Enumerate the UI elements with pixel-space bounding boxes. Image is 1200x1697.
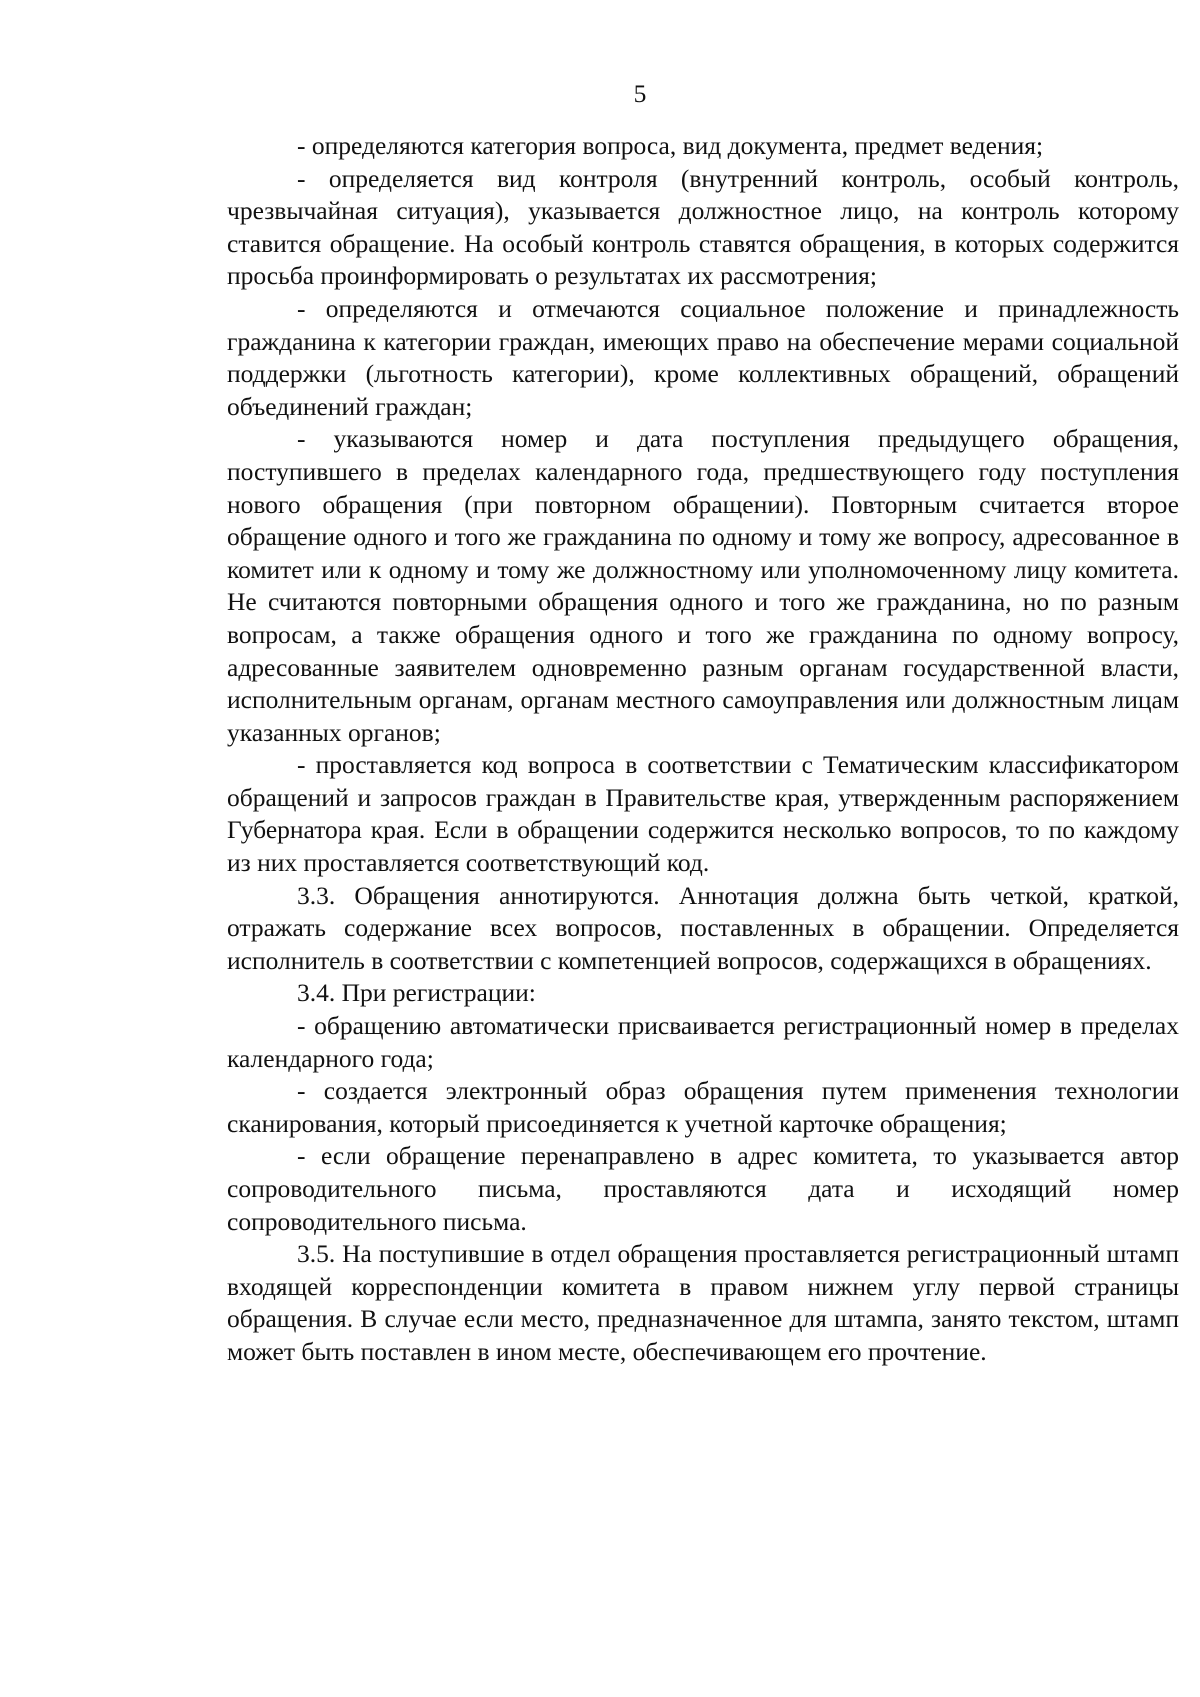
paragraph-registration-number: - обращению автоматически присваивается регистрационный номер в пределах календарного года; — [227, 1011, 1179, 1073]
paragraph-redirected-appeal: - если обращение перенаправлено в адрес комитета, то указывается автор сопроводительного письма, проставляются дата и исходящий номер сопроводительного письма. — [227, 1141, 1179, 1236]
paragraph-3-4-registration: 3.4. При регистрации: — [297, 978, 536, 1008]
paragraph-3-3-annotation: 3.3. Обращения аннотируются. Аннотация должна быть четкой, краткой, отражать содержание всех вопросов, поставленных в обращении. Определяется исполнитель в соответствии с компетенцией вопросов, содержащихся в обращениях. — [227, 880, 1179, 975]
paragraph-control-type: - определяется вид контроля (внутренний контроль, особый контроль, чрезвычайная ситуация), указывается должностное лицо, на контроль которому ставится обращение. На особый контроль ставятся обращения, в которых содержится просьба проинформировать о результатах их рассмотрения; — [227, 163, 1179, 291]
document-body — [227, 130, 1179, 1369]
paragraph-question-category: - определяются категория вопроса, вид документа, предмет ведения; — [297, 131, 1044, 160]
paragraph-electronic-image: - создается электронный образ обращения путем применения технологии сканирования, который присоединяется к учетной карточке обращения; — [227, 1076, 1179, 1138]
paragraph-social-status: - определяются и отмечаются социальное положение и принадлежность гражданина к категории граждан, имеющих право на обеспечение мерами социальной поддержки (льготность категории), кроме коллективных обращений, обращений объединений граждан; — [227, 293, 1179, 421]
page-number: 5 — [633, 79, 647, 108]
paragraph-repeated-appeal: - указываются номер и дата поступления предыдущего обращения, поступившего в пределах календарного года, предшествующего году поступления нового обращения (при повторном обращении). Повторным считается второе обращение одного и того же гражданина по одному и тому же вопросу, адресованное в комитет или к одному и тому же должностному или уполномоченному лицу комитета. Не считаются повторными обращения одного и того же гражданина, но по разным вопросам, а также обращения одного и того же гражданина по одному вопросу, адресованные заявителем одновременно разным органам государственной власти, исполнительным органам, органам местного самоуправления или должностным лицам указанных органов; — [227, 424, 1179, 747]
paragraph-question-code: - проставляется код вопроса в соответствии с Тематическим классификатором обращений и запросов граждан в Правительстве края, утвержденным распоряжением Губернатора края. Если в обращении содержится несколько вопросов, то по каждому из них проставляется соответствующий код. — [227, 750, 1179, 878]
paragraph-3-5-stamp: 3.5. На поступившие в отдел обращения проставляется регистрационный штамп входящей корреспонденции комитета в правом нижнем углу первой страницы обращения. В случае если место, предназначенное для штампа, занято текстом, штамп может быть поставлен в ином месте, обеспечивающем его прочтение. — [227, 1239, 1179, 1366]
